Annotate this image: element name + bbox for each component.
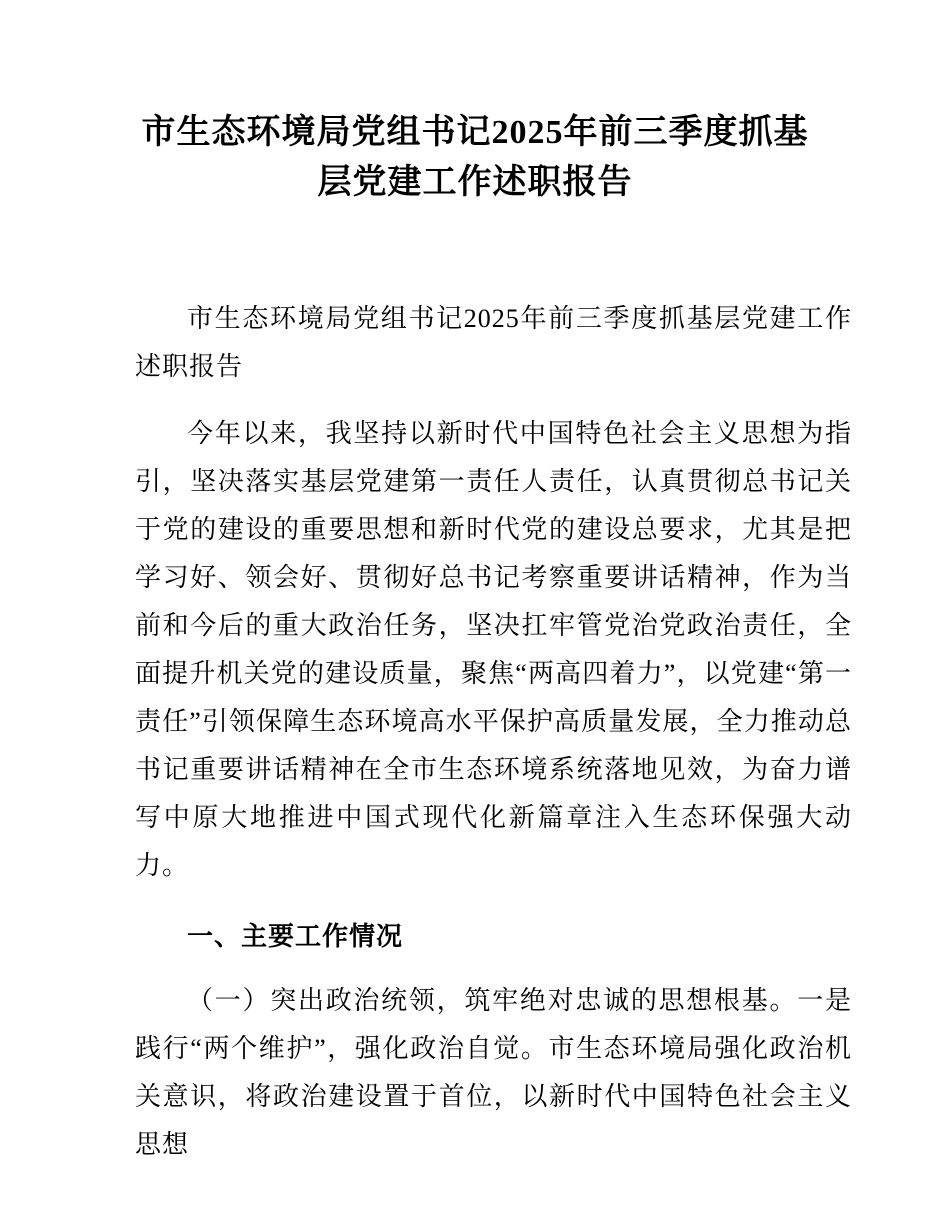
section-heading-main-work: 一、主要工作情况: [187, 921, 404, 951]
paragraph-intro: 今年以来，我坚持以新时代中国特色社会主义思想为指引，坚决落实基层党建第一责任人责任，认真贯彻总书记关于党的建设的重要思想和新时代党的建设总要求，尤其是把学习好、领会好、贯彻好总书记考察重要讲话精神，作为当前和今后的重大政治任务，坚决扛牢管党治党政治责任，全面提升机关党的建设质量，聚焦“两高四着力”，以党建“第一责任”引领保障生态环境高水平保护高质量发展，全力推动总书记重要讲话精神在全市生态环境系统落地见效，为奋力谱写中原大地推进中国式现代化新篇章注入生态环保强大动力。: [135, 419, 852, 880]
document-title: [0, 0, 950, 208]
document-body: [135, 295, 852, 1169]
paragraph-section-1-item-1: （一）突出政治统领，筑牢绝对忠诚的思想根基。一是践行“两个维护”，强化政治自觉。市生态环境局强化政治机关意识，将政治建设置于首位，以新时代中国特色社会主义思想: [135, 986, 852, 1159]
document-title-line-2: 层党建工作述职报告: [317, 164, 633, 201]
document-title-line-1: 市生态环境局党组书记2025年前三季度抓基: [141, 114, 809, 151]
paragraph-restated-title: 市生态环境局党组书记2025年前三季度抓基层党建工作述职报告: [135, 304, 852, 381]
